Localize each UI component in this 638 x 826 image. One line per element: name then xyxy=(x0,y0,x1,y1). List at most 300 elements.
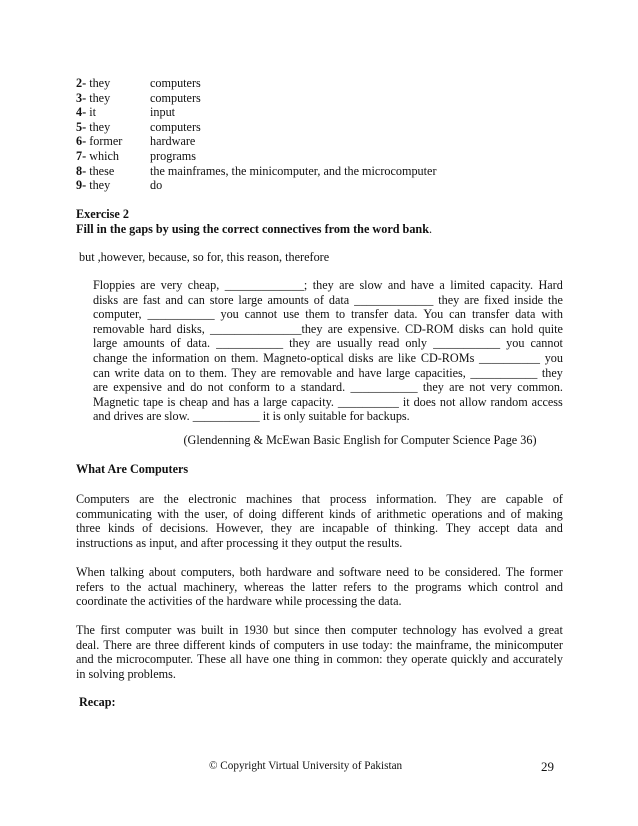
answer-row xyxy=(76,164,437,179)
word: standard. xyxy=(300,380,346,395)
text-line xyxy=(76,580,563,595)
answer-row xyxy=(76,178,437,193)
word: the xyxy=(126,579,142,594)
answer-word: it xyxy=(86,105,96,120)
word: are xyxy=(139,492,155,506)
word: with xyxy=(541,307,563,322)
answer-word: they xyxy=(86,90,111,105)
word: _____________ xyxy=(354,292,434,307)
word: need xyxy=(386,565,410,579)
answer-row xyxy=(76,134,437,149)
word: CD-ROM xyxy=(404,321,454,336)
word: are xyxy=(123,292,138,307)
word: to xyxy=(275,380,285,395)
word: can xyxy=(93,365,110,380)
word: former xyxy=(529,565,563,579)
word: conform xyxy=(228,380,270,395)
word: are xyxy=(464,292,480,307)
word: instructions as input, and after processing it they output the results. xyxy=(76,535,403,550)
word: The xyxy=(505,565,525,579)
word: it xyxy=(402,394,410,409)
word: These xyxy=(196,652,227,667)
word: ___________ xyxy=(433,336,501,351)
word: they xyxy=(438,292,460,307)
word: computers, xyxy=(180,565,235,579)
word: very xyxy=(160,278,183,292)
text-line xyxy=(93,307,563,322)
word: software xyxy=(339,565,382,579)
answer-key xyxy=(76,91,150,106)
paragraph-3 xyxy=(76,623,563,681)
word: hard xyxy=(149,321,172,336)
word: three xyxy=(154,637,180,652)
word: a xyxy=(290,380,296,395)
text-line xyxy=(93,409,563,424)
word: computers xyxy=(273,637,325,652)
text-line xyxy=(76,507,563,522)
word: user, xyxy=(204,506,228,521)
footer-copyright: © Copyright Virtual University of Pakistan xyxy=(209,760,403,772)
word: capacity. xyxy=(490,278,534,292)
word: machinery, xyxy=(183,579,238,594)
word: arithmetic xyxy=(376,506,426,521)
word: Hard xyxy=(538,278,563,292)
word: large xyxy=(386,365,411,380)
word-bank: but ,however, because, so for, this reason, therefore xyxy=(79,250,330,264)
word: operations xyxy=(431,506,483,521)
word: computer, xyxy=(93,307,142,322)
word: refers xyxy=(76,579,104,594)
word: of xyxy=(142,521,153,536)
word: ___________ xyxy=(147,307,215,322)
word: data xyxy=(328,292,350,307)
word: can xyxy=(187,292,205,307)
exercise-instruction-end: . xyxy=(428,222,433,236)
word: CD-ROMs xyxy=(420,350,475,365)
word: have xyxy=(245,652,269,667)
word: decisions. xyxy=(159,521,209,536)
word: hold xyxy=(511,321,534,336)
word: of xyxy=(360,506,372,521)
answer-row xyxy=(76,120,437,135)
word: a xyxy=(253,394,259,409)
answer-row xyxy=(76,91,437,106)
answer-key xyxy=(76,76,150,91)
word: large xyxy=(93,336,118,351)
word: capacity. xyxy=(291,394,334,409)
word: __________ xyxy=(479,350,540,365)
word: are xyxy=(327,321,343,336)
word: doing xyxy=(248,506,277,521)
word: and xyxy=(336,365,354,380)
word: quite xyxy=(538,321,563,336)
word: access xyxy=(531,394,563,409)
word: incapable xyxy=(322,521,369,536)
recap-heading: Recap: xyxy=(79,695,116,709)
answer-value: the mainframes, the minicomputer, and the microcomputer xyxy=(150,163,437,178)
word: Computers xyxy=(76,492,130,506)
word: are xyxy=(140,278,156,292)
word: and xyxy=(487,506,506,521)
word: They xyxy=(231,365,257,380)
word: to xyxy=(110,579,120,594)
answer-key xyxy=(76,120,150,135)
word: ___________ xyxy=(350,380,418,395)
word: they xyxy=(386,652,408,667)
word: data. xyxy=(394,307,418,322)
word: data xyxy=(515,307,536,322)
word: transfer xyxy=(471,307,510,322)
text-line xyxy=(76,565,563,580)
word: machines xyxy=(246,492,293,506)
word: to xyxy=(414,565,424,579)
word: minicomputer xyxy=(494,637,563,652)
word: ___________ xyxy=(216,336,284,351)
answer-number: 8- xyxy=(76,163,87,178)
word: you xyxy=(506,336,525,351)
answer-word: these xyxy=(86,163,115,178)
section-title: What Are Computers xyxy=(76,462,189,476)
word: you xyxy=(220,307,239,322)
word: usually xyxy=(337,336,373,351)
word: computer xyxy=(351,623,398,637)
word: be xyxy=(428,565,441,579)
word: operate xyxy=(411,652,448,667)
word: capable xyxy=(505,492,543,506)
word: accept xyxy=(478,521,510,536)
word: store xyxy=(209,292,234,307)
word: disks xyxy=(93,292,119,307)
answer-value: input xyxy=(150,105,176,120)
word: Floppies xyxy=(93,278,135,292)
word: has xyxy=(233,394,250,409)
word: about xyxy=(148,565,176,579)
text-line xyxy=(76,667,563,682)
word: actual xyxy=(147,579,177,594)
text-line xyxy=(76,492,563,507)
word: and xyxy=(167,380,185,395)
word: They xyxy=(446,492,472,506)
word: in xyxy=(228,623,239,637)
word: fixed xyxy=(484,292,510,307)
word: There xyxy=(103,637,132,652)
word: information. xyxy=(376,492,437,506)
word: today: xyxy=(362,637,393,652)
word: different xyxy=(183,637,225,652)
word: thing xyxy=(294,652,320,667)
answer-value: computers xyxy=(150,90,201,105)
word: capacities, xyxy=(414,365,466,380)
word: information xyxy=(151,350,210,365)
text-line xyxy=(76,623,563,638)
word: and xyxy=(545,579,563,594)
text-line xyxy=(93,278,563,293)
word: one xyxy=(272,652,291,667)
word: thinking. xyxy=(394,521,439,536)
word: they xyxy=(422,380,444,395)
page-number: 29 xyxy=(541,759,554,774)
word: use xyxy=(283,307,300,322)
word: have xyxy=(358,365,382,380)
answer-number: 2- xyxy=(76,76,87,90)
answer-number: 4- xyxy=(76,105,87,120)
word: was xyxy=(176,623,196,637)
word: amounts xyxy=(267,292,309,307)
word: whereas xyxy=(243,579,284,594)
text-line xyxy=(93,380,563,395)
word: However, xyxy=(216,521,264,536)
word: and xyxy=(211,394,230,409)
word: since xyxy=(294,623,320,637)
word: do xyxy=(190,380,203,395)
word: disks xyxy=(348,350,374,365)
answer-key xyxy=(76,134,150,149)
word: are xyxy=(339,278,355,292)
word: the xyxy=(548,292,563,307)
word: removable xyxy=(280,365,332,380)
answer-row xyxy=(76,149,437,164)
word: process xyxy=(329,492,367,506)
word: not xyxy=(439,394,456,409)
word: of xyxy=(510,506,521,521)
word: the xyxy=(396,637,412,652)
answer-key xyxy=(76,178,150,193)
word: have xyxy=(410,278,434,292)
word: data. xyxy=(186,336,211,351)
word: are xyxy=(449,380,465,395)
word: on xyxy=(214,350,227,365)
answer-value: hardware xyxy=(150,134,196,149)
word: the xyxy=(132,350,148,365)
answer-word: former xyxy=(86,134,123,149)
word: inside xyxy=(513,292,544,307)
word: and xyxy=(491,652,510,667)
word: making xyxy=(526,506,563,521)
word: amounts xyxy=(123,336,165,351)
word: built xyxy=(201,623,224,637)
word: the xyxy=(97,652,113,667)
word: tape xyxy=(143,394,164,409)
word: the xyxy=(475,637,491,652)
word: does xyxy=(413,394,436,409)
word: can xyxy=(489,321,507,336)
answer-value: programs xyxy=(150,148,197,163)
answer-number: 3- xyxy=(76,90,87,105)
word: Magnetic xyxy=(93,394,140,409)
word: only xyxy=(405,336,428,351)
word: are xyxy=(93,380,108,395)
word: then xyxy=(324,623,346,637)
word: large xyxy=(238,292,263,307)
word: to xyxy=(377,579,388,594)
word: random xyxy=(490,394,528,409)
exercise-instruction xyxy=(76,222,432,237)
word: are xyxy=(135,637,151,652)
word: they xyxy=(289,336,311,351)
answer-word: they xyxy=(86,119,111,134)
word: a xyxy=(439,278,445,292)
word: talking xyxy=(110,565,144,579)
answer-value: computers xyxy=(150,76,201,90)
text-line xyxy=(93,366,563,381)
word: considered. xyxy=(444,565,501,579)
word: hardware xyxy=(266,565,312,579)
word: cannot xyxy=(244,307,278,322)
exercise-instruction-text: Fill in the gaps by using the correct connectives from the word bank xyxy=(76,222,429,236)
word: very xyxy=(490,380,512,395)
word: them. xyxy=(199,365,227,380)
word: The xyxy=(76,623,95,637)
word: of xyxy=(233,506,244,521)
answer-number: 6- xyxy=(76,134,87,149)
word: accurately xyxy=(512,652,563,667)
word: disks xyxy=(459,321,485,336)
word: control xyxy=(504,579,539,594)
word: to xyxy=(185,365,196,380)
word: common. xyxy=(517,380,563,395)
word: change xyxy=(93,350,128,365)
word: expensive. xyxy=(347,321,400,336)
word: and xyxy=(165,292,183,307)
word: all xyxy=(229,652,243,667)
word: they xyxy=(312,278,334,292)
answer-row xyxy=(76,105,437,120)
word: and drives are slow. ___________ it is only suitable for backups. xyxy=(93,409,410,424)
word: and xyxy=(545,521,563,536)
word: _____________; xyxy=(224,278,308,292)
word: them. xyxy=(231,350,259,365)
text-line xyxy=(76,652,563,667)
word: communicating xyxy=(76,506,152,521)
answer-word: they xyxy=(86,178,111,193)
word: great xyxy=(538,623,563,637)
citation: (Glendenning & McEwan Basic English for Computer Science Page 36) xyxy=(183,433,537,447)
word: they xyxy=(541,365,563,380)
word: electronic xyxy=(188,492,237,506)
word: _______________they xyxy=(210,321,323,336)
word: are xyxy=(261,365,276,380)
word: them xyxy=(305,307,330,322)
word: not xyxy=(469,380,485,395)
word: __________ xyxy=(337,394,399,409)
word: computer xyxy=(125,623,172,637)
word: are xyxy=(299,521,315,536)
word: refers xyxy=(343,579,372,594)
text-line xyxy=(76,521,563,536)
answer-value: computers xyxy=(150,119,201,134)
word: three xyxy=(76,521,101,536)
word: with xyxy=(157,506,179,521)
word: You xyxy=(423,307,444,322)
word: kinds xyxy=(108,521,135,536)
word: are xyxy=(316,336,332,351)
word: to xyxy=(335,307,346,322)
text-line xyxy=(93,322,563,337)
word: of xyxy=(313,292,324,307)
word: mainframe, xyxy=(415,637,472,652)
text-line xyxy=(76,638,563,653)
word: technology xyxy=(402,623,457,637)
word: both xyxy=(239,565,262,579)
text-line xyxy=(93,293,563,308)
answer-number: 7- xyxy=(76,148,87,163)
word: read xyxy=(378,336,400,351)
word: removable xyxy=(93,321,145,336)
word: the xyxy=(184,506,200,521)
word: has xyxy=(462,623,479,637)
word: and xyxy=(76,652,94,667)
word: you xyxy=(544,350,563,365)
word: ___________ xyxy=(470,365,538,380)
word: allow xyxy=(459,394,487,409)
text-line xyxy=(93,336,563,351)
answer-list xyxy=(76,76,437,193)
word: latter xyxy=(311,579,337,594)
text-line xyxy=(93,395,563,410)
word: different xyxy=(281,506,324,521)
word: a xyxy=(527,623,534,637)
word: of xyxy=(552,492,563,506)
word: expensive xyxy=(113,380,162,395)
word: fast xyxy=(142,292,161,307)
text-line xyxy=(76,536,563,551)
answer-row xyxy=(76,76,437,91)
answer-word: which xyxy=(86,148,119,163)
word: but xyxy=(273,623,290,637)
word: on xyxy=(168,365,182,380)
answer-number: 5- xyxy=(76,119,87,134)
word: quickly xyxy=(451,652,488,667)
text-line xyxy=(76,594,563,609)
word: Magneto-optical xyxy=(263,350,344,365)
word: of xyxy=(170,336,181,351)
word: transfer xyxy=(350,307,389,322)
word: cannot xyxy=(530,336,563,351)
word: is xyxy=(167,394,176,409)
word: microcomputer. xyxy=(116,652,194,667)
word: are xyxy=(378,350,394,365)
word: write xyxy=(114,365,140,380)
word: disks, xyxy=(176,321,205,336)
word: evolved xyxy=(483,623,523,637)
word: common: xyxy=(336,652,383,667)
word: in xyxy=(323,652,333,667)
word: programs xyxy=(415,579,462,594)
word: of xyxy=(376,521,387,536)
paragraph-2 xyxy=(76,565,563,609)
answer-number: 9- xyxy=(76,178,87,193)
word: they xyxy=(270,521,292,536)
word: slow xyxy=(359,278,383,292)
word: They xyxy=(445,521,471,536)
word: that xyxy=(301,492,321,506)
word: cheap xyxy=(179,394,208,409)
answer-key xyxy=(76,105,150,120)
word: When xyxy=(76,565,106,579)
word: like xyxy=(397,350,417,365)
word: use xyxy=(342,637,359,652)
paragraph-1 xyxy=(76,492,563,550)
word: and xyxy=(387,278,406,292)
gap-fill-paragraph xyxy=(93,278,563,424)
word: 1930 xyxy=(243,623,269,637)
word: the xyxy=(290,579,306,594)
word: which xyxy=(467,579,498,594)
answer-word: they xyxy=(86,76,111,90)
word: the xyxy=(163,492,179,506)
word: and xyxy=(316,565,335,579)
word: data xyxy=(517,521,538,536)
